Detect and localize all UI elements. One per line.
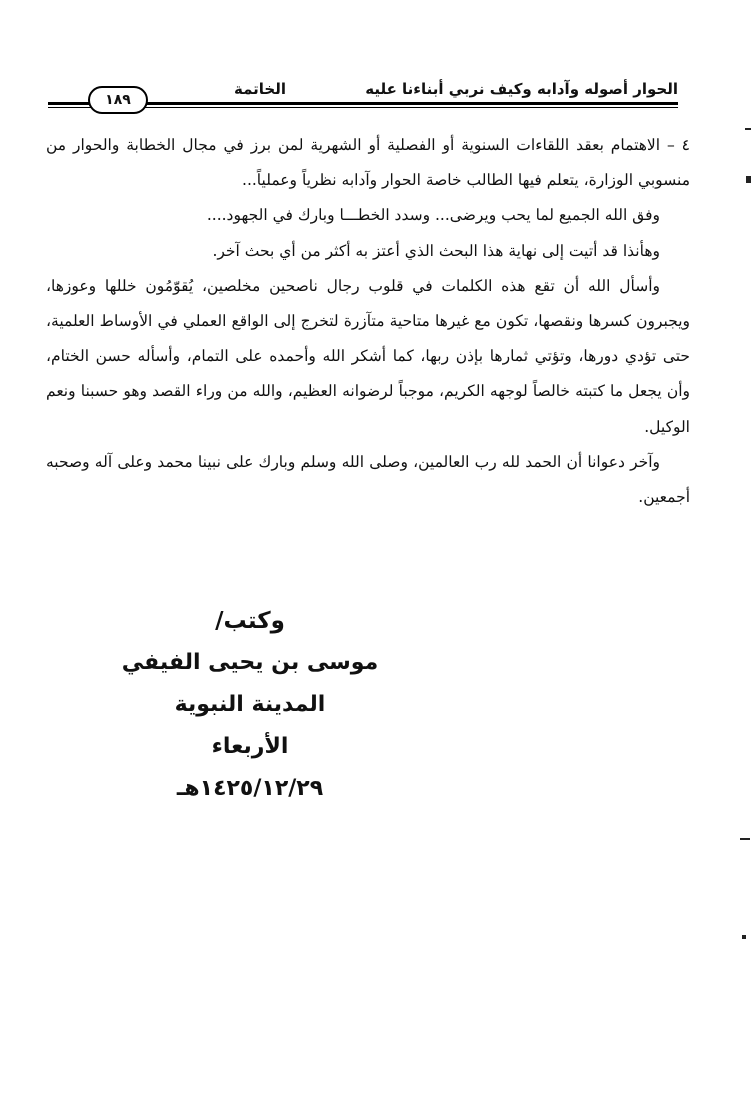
paragraph-closing: وآخر دعوانا أن الحمد لله رب العالمين، وصلى الله وسلم وبارك على نبينا محمد وعلى آله وصحبه أجمعين. [46,452,690,507]
weekday: الأربعاء [211,734,289,759]
body-text [46,128,690,515]
page-number: ١٨٩ [88,86,148,114]
paragraph-conclusion: وهأنذا قد أتيت إلى نهاية هذا البحث الذي أعتز به أكثر من أي بحث آخر. [212,241,660,260]
page-header [48,80,678,110]
chapter-title: الخاتمة [228,80,292,98]
signature-intro: وكتب/ [215,608,285,634]
hijri-date: ١٤٢٥/١٢/٢٩هـ [176,776,324,801]
scan-mark [746,176,751,183]
signature-block [60,600,440,810]
city-name: المدينة النبوية [174,692,326,717]
scan-mark [740,838,750,840]
scan-mark [745,128,751,130]
author-name: موسى بن يحيى الفيفي [121,650,379,675]
book-title: الحوار أصوله وآدابه وكيف نربي أبناءنا عليه [359,80,678,98]
scan-mark [742,935,746,939]
paragraph-recommendation-4: ٤ – الاهتمام بعقد اللقاءات السنوية أو الفصلية أو الشهرية لمن برز في مجال الخطابة والحوار من منسوبي الوزارة، يتعلم فيها الطالب خاصة الحوار وآدابه نظرياً وعملياً... [46,136,690,190]
paragraph-blessing: وفق الله الجميع لما يحب ويرضى... وسدد الخطـــا وبارك في الجهود.... [206,206,660,225]
paragraph-prayer: وأسأل الله أن تقع هذه الكلمات في قلوب رجال ناصحين مخلصين، يُقوّمُون خللها وعوزها، ويجبرون كسرها ونقصها، تكون مع غيرها متاحية متآزرة لتخرج إلى الواقع العملي في الأوساط العلمية، حتى تؤدي دورها، وتؤتي ثمارها بإذن ربها، كما أشكر الله وأحمده على التمام، وأسأله حسن الختام، وأن يجعل ما كتبته خالصاً لوجهه الكريم، موجباً لرضوانه العظيم، والله من وراء القصد وهو حسبنا ونعم الوكيل. [46,276,690,436]
